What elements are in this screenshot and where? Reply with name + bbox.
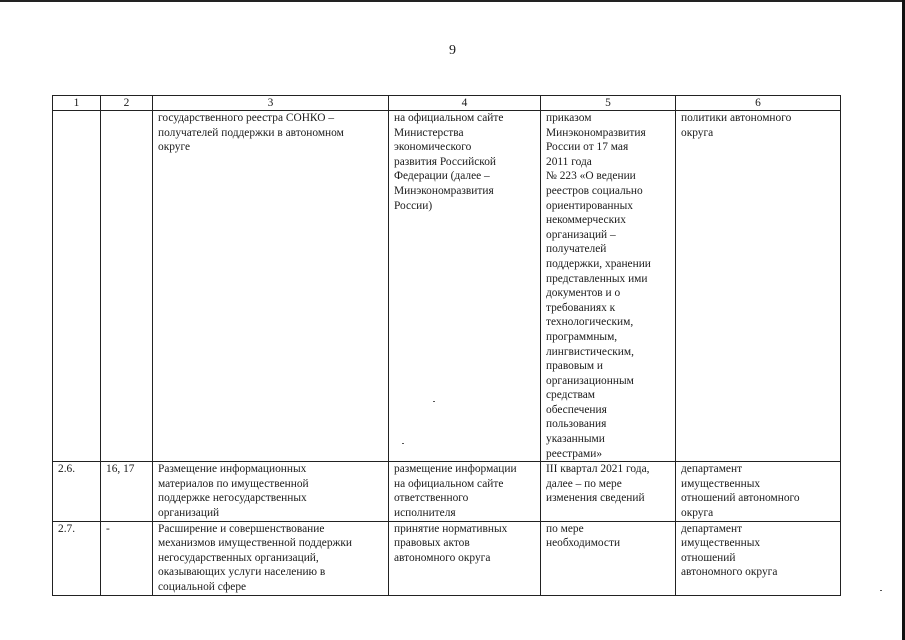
cell-text-line: реестрами» <box>546 447 603 460</box>
table-cell <box>676 462 841 521</box>
table-row <box>53 462 841 521</box>
cell-text-line: Федерации (далее – <box>394 170 490 183</box>
table-body <box>53 111 841 596</box>
column-header: 3 <box>153 96 389 111</box>
cell-text-line: оказывающих услуги населению в <box>158 566 326 579</box>
table-cell <box>389 111 541 462</box>
cell-text-line: экономического <box>394 141 472 154</box>
table-cell <box>53 462 101 521</box>
cell-text-line: программным, <box>546 330 618 343</box>
cell-text-line: имущественных <box>681 477 761 490</box>
cell-text-line: 2011 года <box>546 155 592 168</box>
cell-text-line: реестров социально <box>546 184 643 197</box>
cell-text-line: размещение информации <box>394 463 517 476</box>
cell-text-line: средствам <box>546 389 595 402</box>
cell-text-line: далее – по мере <box>546 477 622 490</box>
cell-text-line: России от 17 мая <box>546 141 629 154</box>
table-cell <box>676 521 841 595</box>
table-cell <box>101 462 153 521</box>
table-cell <box>541 521 676 595</box>
cell-text-line: департамент <box>681 522 743 535</box>
cell-text-line: Расширение и совершенствование <box>158 522 325 535</box>
table-cell <box>389 462 541 521</box>
cell-text-line: организационным <box>546 374 634 387</box>
table-cell <box>676 111 841 462</box>
cell-text-line: обеспечения <box>546 403 607 416</box>
cell-text-line: указанными <box>546 433 605 446</box>
page-number: 9 <box>449 43 456 58</box>
table-cell <box>153 521 389 595</box>
cell-text-line: государственного реестра СОНКО – <box>158 112 335 124</box>
cell-text-line: технологическим, <box>546 316 634 329</box>
table-cell <box>541 462 676 521</box>
cell-text-line: 2.6. <box>58 463 76 476</box>
table-cell <box>541 111 676 462</box>
cell-text-line: организаций – <box>546 228 616 241</box>
table-cell <box>153 462 389 521</box>
cell-text-line: необходимости <box>546 537 621 550</box>
column-header: 2 <box>101 96 153 111</box>
cell-text-line: требованиях к <box>546 301 616 314</box>
table-cell <box>53 111 101 462</box>
cell-text-line: № 223 «О ведении <box>546 170 636 183</box>
cell-text-line: поддержки, хранении <box>546 257 651 270</box>
cell-text-line: на официальном сайте <box>394 477 504 490</box>
cell-text-line: Минэкономразвития <box>394 184 494 197</box>
cell-text-line: - <box>106 522 110 535</box>
cell-text-line: приказом <box>546 112 592 124</box>
table-cell <box>153 111 389 462</box>
column-header: 4 <box>389 96 541 111</box>
cell-text-line: представленных ими <box>546 272 648 285</box>
cell-text-line: Министерства <box>394 126 464 139</box>
column-header: 6 <box>676 96 841 111</box>
cell-text-line: 16, 17 <box>106 463 135 476</box>
cell-text-line: материалов по имущественной <box>158 477 309 490</box>
cell-text-line: ориентированных <box>546 199 633 212</box>
table-header-row <box>53 96 841 111</box>
cell-text-line: Размещение информационных <box>158 463 307 476</box>
cell-text-line: поддержке негосударственных <box>158 492 307 505</box>
cell-text-line: лингвистическим, <box>546 345 634 358</box>
cell-text-line: механизмов имущественной поддержки <box>158 537 353 550</box>
cell-text-line: на официальном сайте <box>394 112 504 124</box>
cell-text-line: документов и о <box>546 287 621 300</box>
cell-text-line: автономного округа <box>681 566 778 579</box>
document-table <box>52 95 841 596</box>
cell-text-line: исполнителя <box>394 507 456 520</box>
cell-text-line: округа <box>681 126 714 139</box>
scan-speck <box>880 590 882 591</box>
cell-text-line: пользования <box>546 418 607 431</box>
cell-text-line: автономного округа <box>394 551 491 564</box>
scan-edge-top <box>0 0 905 2</box>
cell-text-line: негосударственных организаций, <box>158 551 319 564</box>
table-cell <box>389 521 541 595</box>
cell-text-line: получателей поддержки в автономном <box>158 126 344 139</box>
cell-text-line: организаций <box>158 507 220 520</box>
table-cell <box>101 521 153 595</box>
cell-text-line: некоммерческих <box>546 214 626 227</box>
cell-text-line: России) <box>394 199 433 212</box>
column-header: 1 <box>53 96 101 111</box>
cell-text-line: департамент <box>681 463 743 476</box>
cell-text-line: развития Российской <box>394 155 497 168</box>
cell-text-line: III квартал 2021 года, <box>546 463 650 476</box>
cell-text-line: 2.7. <box>58 522 76 535</box>
cell-text-line: получателей <box>546 243 607 256</box>
cell-text-line: правовых актов <box>394 537 470 550</box>
cell-text-line: округе <box>158 141 191 154</box>
scan-speck <box>433 401 435 402</box>
table-cell <box>101 111 153 462</box>
cell-text-line: округа <box>681 507 714 520</box>
cell-text-line: отношений автономного <box>681 492 800 505</box>
cell-text-line: ответственного <box>394 492 469 505</box>
cell-text-line: отношений <box>681 551 736 564</box>
cell-text-line: по мере <box>546 522 584 535</box>
table-row <box>53 111 841 462</box>
cell-text-line: имущественных <box>681 537 761 550</box>
cell-text-line: правовым и <box>546 360 604 373</box>
cell-text-line: социальной сфере <box>158 581 247 593</box>
cell-text-line: Минэкономразвития <box>546 126 646 139</box>
cell-text-line: изменения сведений <box>546 492 645 505</box>
table-row <box>53 521 841 595</box>
table-cell <box>53 521 101 595</box>
cell-text-line: принятие нормативных <box>394 522 508 535</box>
column-header: 5 <box>541 96 676 111</box>
scan-speck <box>402 443 404 444</box>
cell-text-line: политики автономного <box>681 112 792 124</box>
